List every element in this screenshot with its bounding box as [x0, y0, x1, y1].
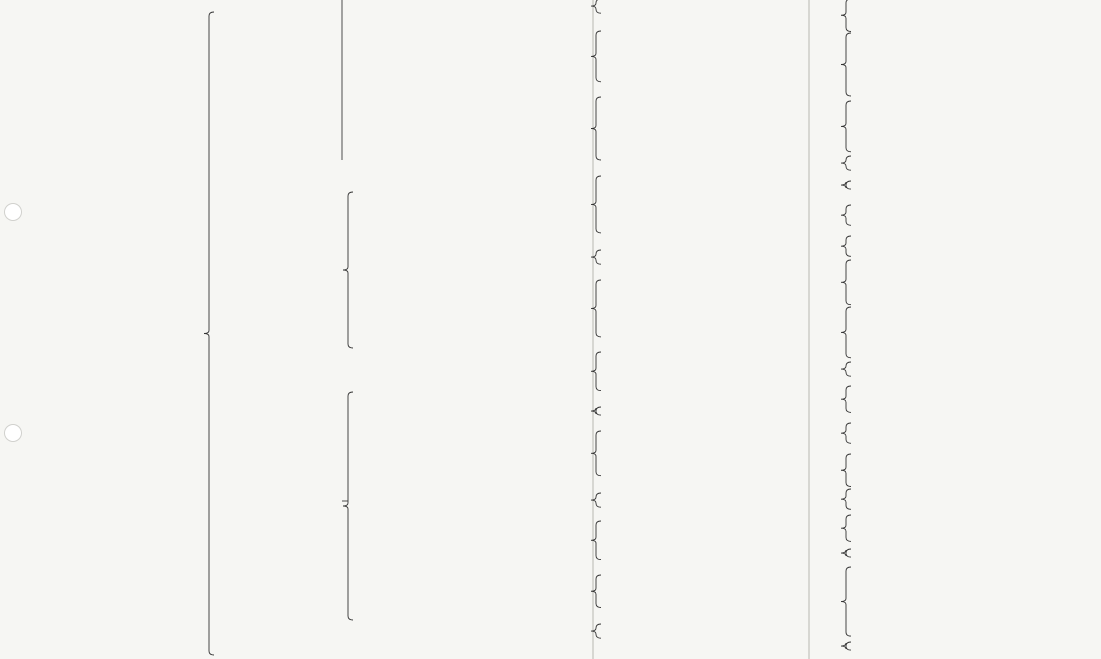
root-brace — [204, 12, 214, 655]
gen6-brace — [841, 549, 851, 557]
gen6-brace — [841, 307, 851, 358]
gen4-brace — [591, 280, 601, 337]
gen4-brace — [591, 0, 601, 13]
gen6-brace — [841, 181, 851, 189]
gen6-brace — [841, 642, 851, 650]
gen6-brace — [841, 454, 851, 487]
gen4-brace — [591, 250, 601, 264]
gen4-brace — [591, 624, 601, 638]
gen6-brace — [841, 33, 851, 96]
gen4-brace — [591, 575, 601, 608]
gen4-brace — [591, 97, 601, 160]
gen6-brace — [841, 260, 851, 305]
gen1-brace-1 — [343, 192, 353, 348]
gen6-brace — [841, 567, 851, 636]
gen6-brace — [841, 489, 851, 509]
gen4-brace — [591, 31, 601, 82]
gen6-brace — [841, 362, 851, 376]
gen6-brace — [841, 236, 851, 256]
gen6-brace — [841, 515, 851, 541]
gen6-brace — [841, 101, 851, 152]
gen6-brace — [841, 156, 851, 170]
gen6-brace — [841, 205, 851, 225]
gen4-brace — [591, 431, 601, 476]
gen4-brace — [591, 176, 601, 233]
gen6-brace — [841, 423, 851, 443]
gen4-brace — [591, 493, 601, 507]
gen6-brace — [841, 386, 851, 412]
gen4-brace — [591, 521, 601, 560]
gen4-brace — [591, 407, 601, 415]
gen1-brace-2 — [343, 392, 353, 620]
gen6-brace — [841, 0, 851, 32]
gen4-brace — [591, 352, 601, 391]
